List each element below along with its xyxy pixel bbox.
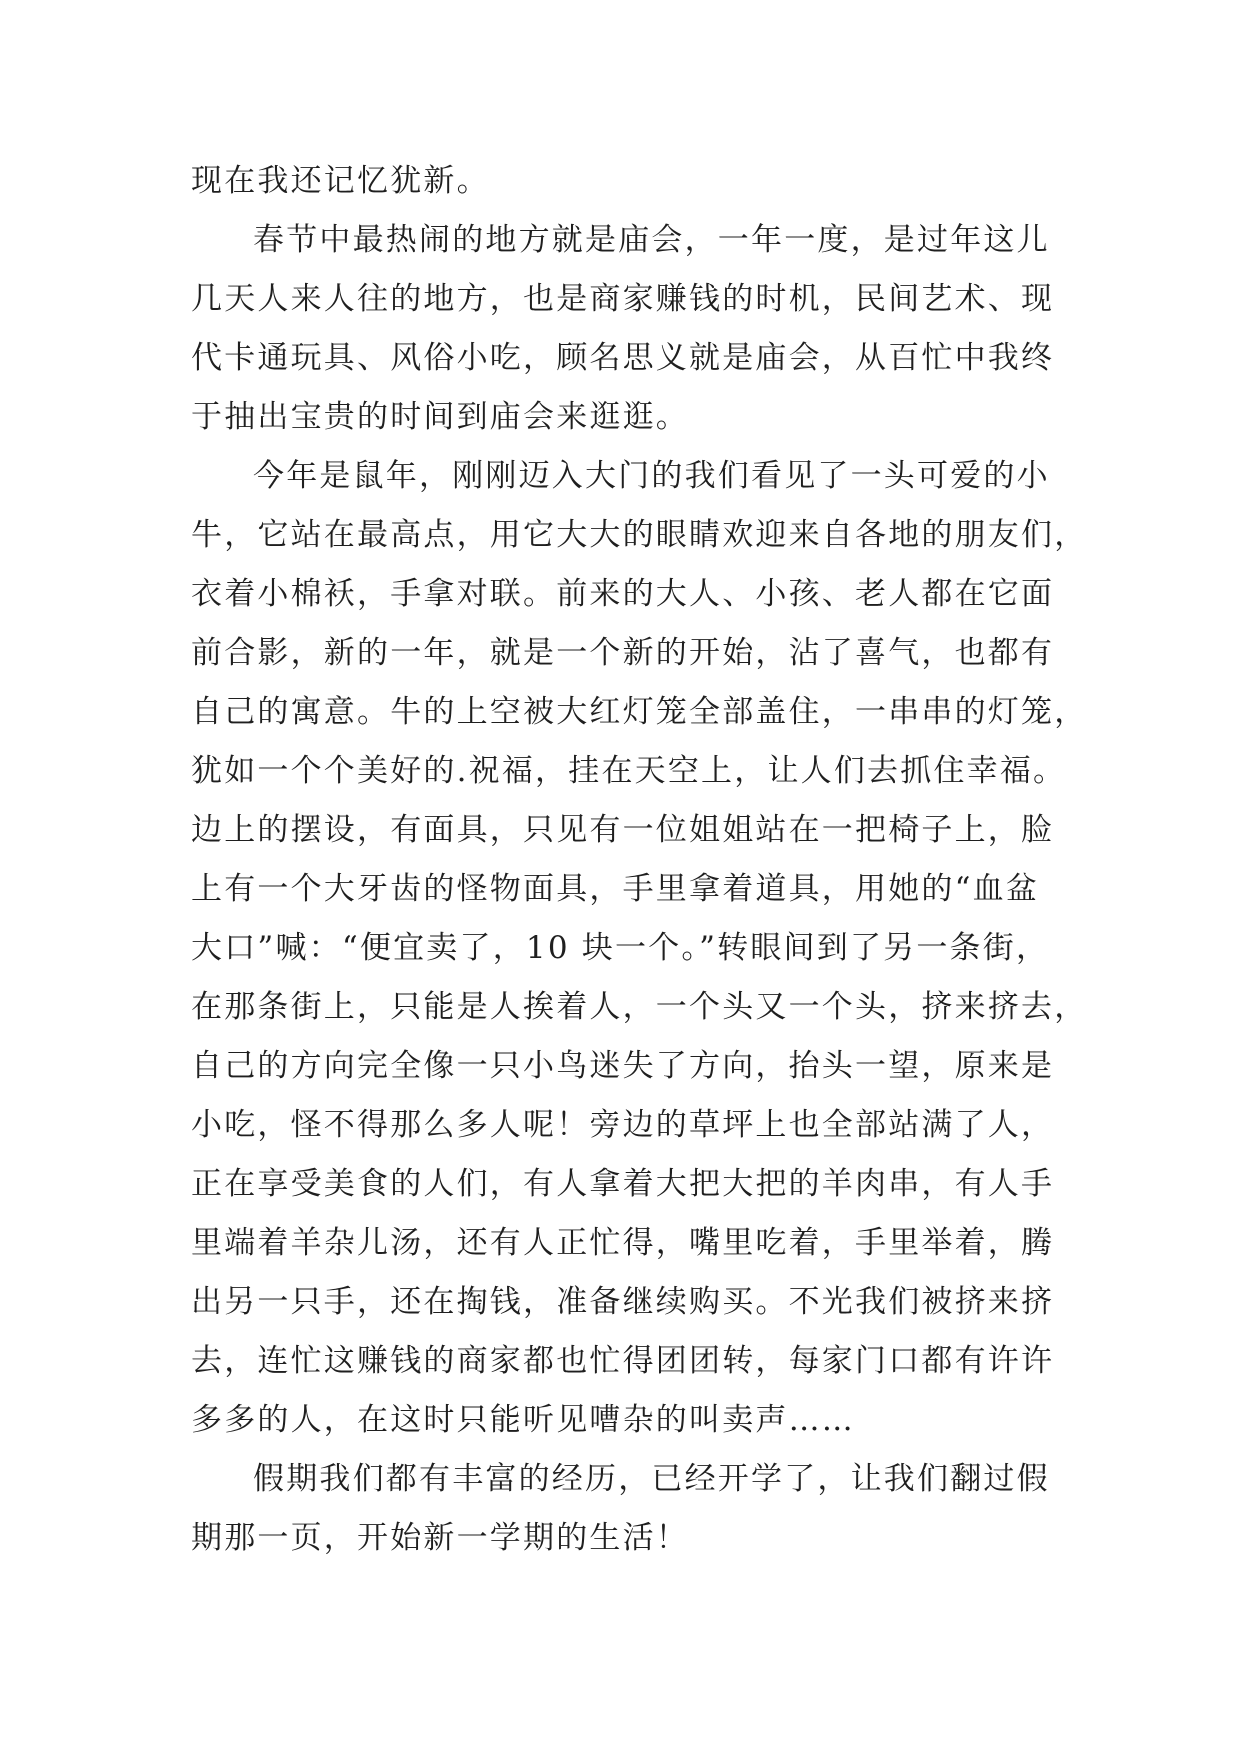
- text-line: 自己的方向完全像一只小鸟迷失了方向，抬头一望，原来是: [191, 1048, 1055, 1084]
- text-line: 期那一页，开始新一学期的生活！: [191, 1520, 689, 1556]
- text-line: 今年是鼠年，刚刚迈入大门的我们看见了一头可爱的小: [253, 458, 1050, 494]
- text-line: 于抽出宝贵的时间到庙会来逛逛。: [191, 399, 689, 435]
- text-line: 边上的摆设，有面具，只见有一位姐姐站在一把椅子上，脸: [191, 812, 1055, 848]
- text-line: 大口”喊：“便宜卖了，10 块一个。”转眼间到了另一条街，: [191, 930, 1050, 966]
- text-line: 几天人来人往的地方，也是商家赚钱的时机，民间艺术、现: [191, 281, 1055, 317]
- text-line: 犹如一个个美好的.祝福，挂在天空上，让人们去抓住幸福。: [191, 753, 1067, 789]
- text-line: 正在享受美食的人们，有人拿着大把大把的羊肉串，有人手: [191, 1166, 1055, 1202]
- text-line: 去，连忙这赚钱的商家都也忙得团团转，每家门口都有许许: [191, 1343, 1055, 1379]
- text-line: 代卡通玩具、风俗小吃，顾名思义就是庙会，从百忙中我终: [191, 340, 1055, 376]
- text-line: 自己的寓意。牛的上空被大红灯笼全部盖住，一串串的灯笼，: [191, 694, 1088, 730]
- paragraph-1: [191, 152, 1071, 211]
- paragraph-4: [191, 1450, 1071, 1568]
- document-body: [191, 152, 1088, 1568]
- text-line: 前合影，新的一年，就是一个新的开始，沾了喜气，也都有: [191, 635, 1055, 671]
- text-line: 衣着小棉袄，手拿对联。前来的大人、小孩、老人都在它面: [191, 576, 1055, 612]
- text-line: 现在我还记忆犹新。: [191, 163, 490, 199]
- text-line: 假期我们都有丰富的经历，已经开学了，让我们翻过假: [253, 1461, 1050, 1497]
- text-line: 小吃，怪不得那么多人呢！旁边的草坪上也全部站满了人，: [191, 1107, 1055, 1143]
- text-line: 里端着羊杂儿汤，还有人正忙得，嘴里吃着，手里举着，腾: [191, 1225, 1055, 1261]
- text-line: 在那条街上，只能是人挨着人，一个头又一个头，挤来挤去，: [191, 989, 1088, 1025]
- text-line: 牛，它站在最高点，用它大大的眼睛欢迎来自各地的朋友们，: [191, 517, 1088, 553]
- text-line: 上有一个大牙齿的怪物面具，手里拿着道具，用她的“血盆: [191, 871, 1040, 907]
- text-line: 多多的人，在这时只能听见嘈杂的叫卖声……: [191, 1402, 855, 1438]
- paragraph-2: [191, 211, 1071, 447]
- text-line: 春节中最热闹的地方就是庙会，一年一度，是过年这儿: [253, 222, 1050, 258]
- paragraph-3: [191, 447, 1088, 1450]
- text-line: 出另一只手，还在掏钱，准备继续购买。不光我们被挤来挤: [191, 1284, 1055, 1320]
